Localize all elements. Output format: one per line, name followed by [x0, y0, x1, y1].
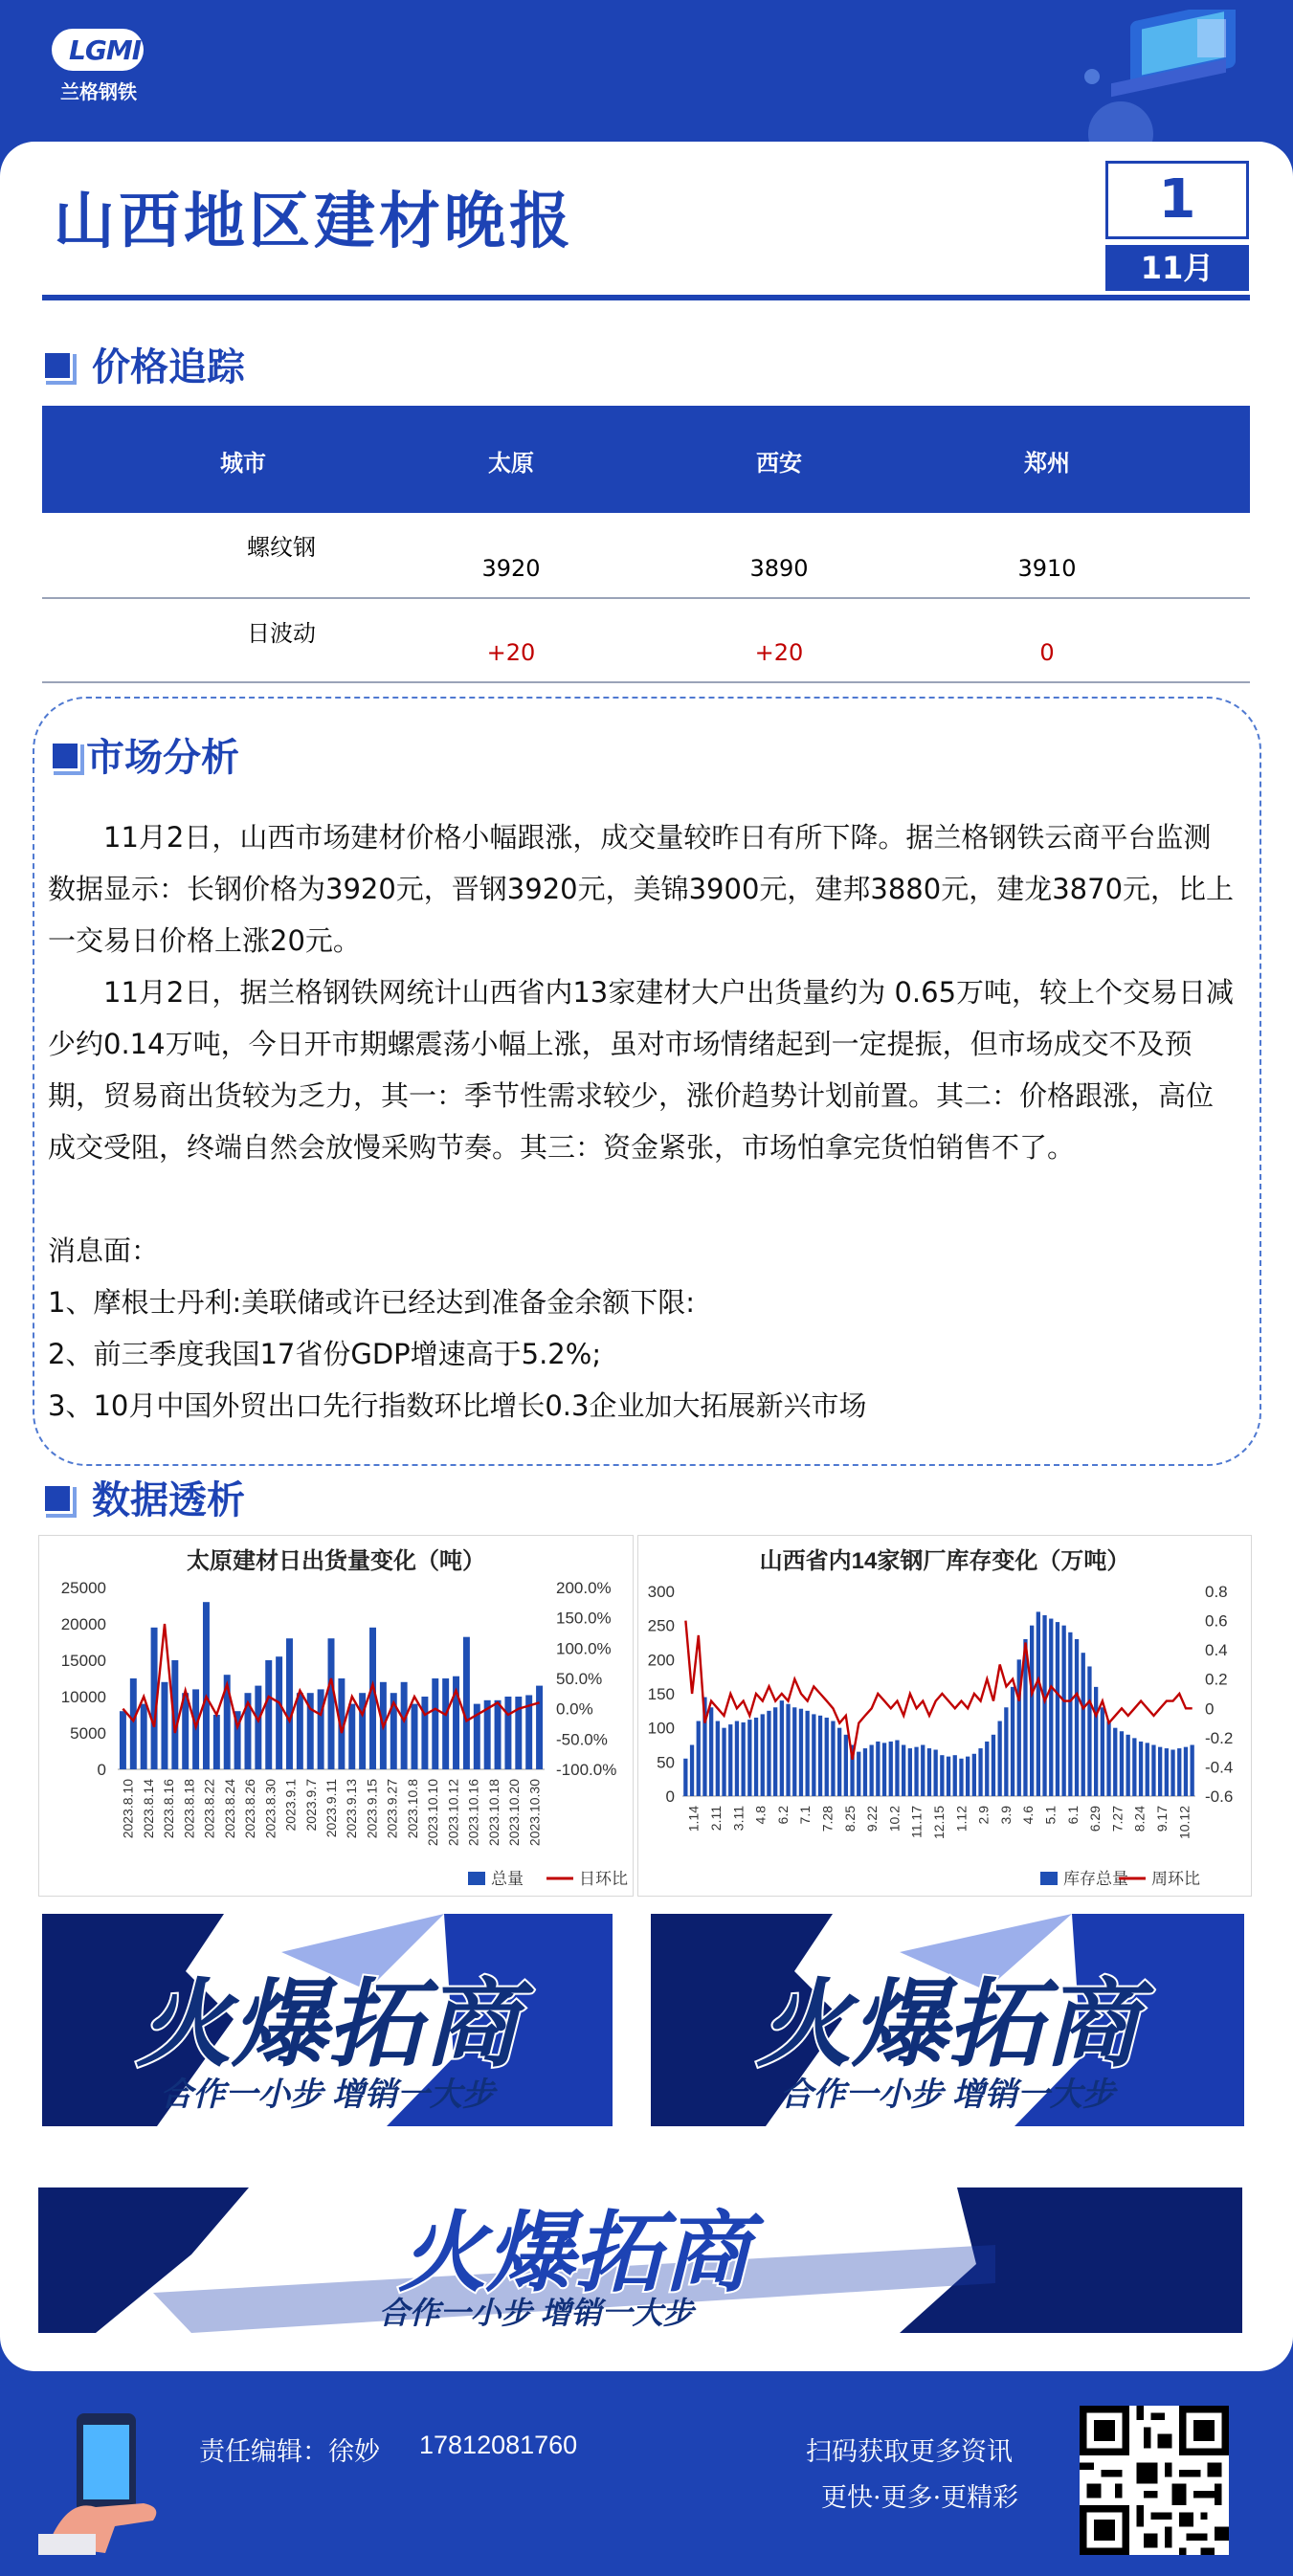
- price-xian: 3890: [749, 555, 809, 582]
- bar: [837, 1728, 841, 1796]
- bar: [825, 1718, 829, 1796]
- bar: [1094, 1687, 1098, 1796]
- y2-tick-label: 150.0%: [556, 1609, 612, 1628]
- row-label: 日波动: [247, 620, 316, 647]
- change-taiyuan: +20: [486, 639, 536, 666]
- title-divider: [42, 295, 1250, 300]
- bar: [442, 1678, 449, 1769]
- y2-tick-label: -0.6: [1205, 1788, 1234, 1806]
- bar: [889, 1742, 893, 1796]
- bar: [773, 1707, 777, 1796]
- y2-tick-label: -50.0%: [556, 1730, 608, 1749]
- banner-slogan: 合作一小步 增销一大步: [160, 2076, 495, 2113]
- x-tick-label: 6.2: [774, 1806, 791, 1825]
- bar: [328, 1638, 335, 1769]
- bar: [722, 1728, 725, 1796]
- bar: [998, 1721, 1002, 1796]
- price-taiyuan: 3920: [481, 555, 541, 582]
- bar: [940, 1755, 944, 1796]
- bar: [1126, 1735, 1130, 1796]
- x-tick-label: 2023.9.27: [384, 1779, 400, 1839]
- bar: [747, 1720, 751, 1796]
- bar: [895, 1741, 899, 1796]
- y2-tick-label: 0.4: [1205, 1641, 1228, 1660]
- bar: [1106, 1721, 1110, 1796]
- table-header-taiyuan: 太原: [488, 450, 534, 477]
- banner-art: [42, 1914, 613, 2126]
- y-tick-label: 100: [647, 1719, 675, 1738]
- y2-tick-label: 0.8: [1205, 1583, 1228, 1601]
- bar: [348, 1704, 355, 1769]
- x-tick-label: 10.2: [886, 1806, 903, 1832]
- bar: [1030, 1626, 1034, 1796]
- x-tick-label: 2023.8.22: [201, 1779, 217, 1839]
- table-row: [42, 513, 1250, 599]
- legend-label: 周环比: [1151, 1870, 1200, 1888]
- bar: [953, 1755, 957, 1796]
- bar: [1075, 1639, 1079, 1796]
- issue-month: 11月: [1105, 245, 1249, 291]
- y-tick-label: 15000: [60, 1652, 106, 1670]
- x-tick-label: 2023.8.18: [181, 1779, 197, 1839]
- bar: [421, 1697, 428, 1769]
- promo-banner-wide[interactable]: [38, 2187, 1242, 2333]
- bar: [966, 1757, 970, 1796]
- report-title: 山西地区建材晚报: [54, 186, 574, 257]
- x-tick-label: 2023.10.18: [485, 1779, 502, 1847]
- legend-label: 库存总量: [1063, 1870, 1128, 1888]
- bar: [716, 1721, 720, 1796]
- editor-label: 责任编辑：徐妙: [199, 2437, 380, 2467]
- bar: [921, 1745, 925, 1797]
- bar: [985, 1742, 989, 1796]
- x-tick-label: 2023.8.30: [262, 1779, 279, 1839]
- y-tick-label: 25000: [60, 1579, 106, 1597]
- x-tick-label: 2023.8.10: [120, 1779, 136, 1839]
- bar: [1139, 1742, 1143, 1796]
- y-tick-label: 250: [647, 1616, 675, 1635]
- bar: [908, 1748, 912, 1796]
- x-tick-label: 2023.9.11: [323, 1779, 339, 1838]
- bar: [818, 1716, 822, 1796]
- bar: [902, 1745, 905, 1797]
- bar: [1056, 1622, 1059, 1796]
- bar: [265, 1660, 272, 1769]
- banner-slogan: 合作一小步 增销一大步: [780, 2076, 1115, 2113]
- chart-1-title: 太原建材日出货量变化（吨）: [187, 1548, 485, 1574]
- price-table: [42, 406, 1250, 666]
- bar: [1184, 1747, 1188, 1796]
- x-tick-label: 1.14: [685, 1806, 702, 1832]
- bar: [1087, 1666, 1091, 1796]
- bar: [735, 1721, 739, 1796]
- price-zhengzhou: 3910: [1017, 555, 1077, 582]
- bar: [1170, 1749, 1174, 1796]
- x-tick-label: 2023.9.7: [302, 1779, 319, 1832]
- x-tick-label: 3.11: [730, 1806, 747, 1832]
- x-tick-label: 2.11: [707, 1806, 724, 1832]
- y2-tick-label: -0.2: [1205, 1728, 1234, 1747]
- x-tick-label: 3.9: [997, 1806, 1014, 1825]
- x-tick-label: 7.1: [797, 1806, 814, 1825]
- y-tick-label: 300: [647, 1583, 675, 1601]
- bar: [857, 1752, 860, 1796]
- news-heading: 消息面：: [48, 1234, 160, 1267]
- bar: [1158, 1747, 1162, 1796]
- x-tick-label: 2023.10.16: [465, 1779, 481, 1847]
- x-tick-label: 2023.9.1: [282, 1779, 299, 1832]
- x-tick-label: 8.24: [1131, 1806, 1148, 1832]
- change-xian: +20: [754, 639, 804, 666]
- bar: [463, 1637, 470, 1769]
- table-header-xian: 西安: [756, 450, 802, 477]
- bar: [792, 1707, 796, 1796]
- y2-tick-label: 0.0%: [556, 1699, 593, 1719]
- row-label: 螺纹钢: [247, 534, 316, 561]
- banner-art: [38, 2187, 1242, 2333]
- bar: [1004, 1707, 1008, 1796]
- legend-swatch-bars: [1040, 1872, 1058, 1885]
- bar: [297, 1693, 303, 1769]
- chart-1-svg: [39, 1536, 633, 1896]
- x-tick-label: 2.9: [975, 1806, 992, 1825]
- y-tick-label: 10000: [60, 1688, 106, 1706]
- banner-slogan: 合作一小步 增销一大步: [378, 2296, 694, 2330]
- legend-swatch-bars: [468, 1872, 485, 1885]
- y2-tick-label: 100.0%: [556, 1639, 612, 1658]
- phone-hand-icon: [38, 2402, 182, 2555]
- bar: [728, 1724, 732, 1796]
- bar: [1151, 1745, 1155, 1797]
- y2-tick-label: 0: [1205, 1699, 1215, 1719]
- table-header-city: 城市: [220, 450, 266, 477]
- banner-art: [651, 1914, 1244, 2126]
- bar: [286, 1638, 293, 1769]
- bar: [120, 1711, 126, 1769]
- bar: [683, 1759, 687, 1796]
- x-tick-label: 11.17: [908, 1806, 925, 1838]
- y-tick-label: 0: [97, 1761, 106, 1779]
- bar: [863, 1748, 867, 1796]
- y-tick-label: 150: [647, 1685, 675, 1703]
- y2-tick-label: 0.2: [1205, 1670, 1228, 1689]
- bar: [876, 1742, 880, 1796]
- section-square-icon: [50, 741, 80, 771]
- bar: [709, 1707, 713, 1796]
- analysis-paragraph-2: 11月2日，据兰格钢铁网统计山西省内13家建材大户出货量约为 0.65万吨，较上个交易日减少约0.14万吨，今日开市期螺震荡小幅上涨，虽对市场情绪起到一定提振，但市场成交不及预期，贸易商出货较为乏力，其一：季节性需求较少，涨价趋势计划前置。其二：价格跟涨，高位成交受阻，终端自然会放慢采购节奏。其三：资金紧张，市场怕拿完货怕销售不了。: [48, 976, 1235, 1164]
- x-tick-label: 12.15: [931, 1806, 947, 1840]
- promo-banner-left[interactable]: [42, 1914, 613, 2126]
- x-tick-label: 2023.10.10: [425, 1779, 441, 1847]
- bar: [786, 1704, 790, 1796]
- bar: [1113, 1728, 1117, 1796]
- bar: [690, 1745, 694, 1797]
- chart-2-svg: [638, 1536, 1251, 1896]
- y2-tick-label: 50.0%: [556, 1670, 603, 1688]
- section-square-icon: [42, 350, 73, 381]
- y2-tick-label: -100.0%: [556, 1761, 617, 1779]
- bar: [276, 1656, 282, 1769]
- x-tick-label: 5.1: [1042, 1806, 1059, 1825]
- analysis-paragraph-1: 11月2日，山西市场建材价格小幅跟涨，成交量较昨日有所下降。据兰格钢铁云商平台监测数据显示：长钢价格为3920元，晋钢3920元，美锦3900元，建邦3880元，建龙3870元，比上一交易日价格上涨20元。: [48, 821, 1235, 957]
- bar: [141, 1704, 147, 1769]
- bar: [255, 1686, 261, 1769]
- section-title-price: 价格追踪: [92, 345, 245, 389]
- bar: [1191, 1745, 1194, 1797]
- brand-logo: LGMI 兰格钢铁: [46, 29, 151, 105]
- scan-text: 扫码获取更多资讯: [806, 2437, 1013, 2467]
- x-tick-label: 2023.8.26: [242, 1779, 258, 1839]
- change-zhengzhou: 0: [1039, 639, 1055, 666]
- y2-tick-label: 200.0%: [556, 1579, 612, 1597]
- chart-taiyuan-shipments: [38, 1535, 634, 1897]
- section-square-icon: [42, 1483, 73, 1514]
- bar: [432, 1678, 438, 1769]
- promo-banner-right[interactable]: [651, 1914, 1244, 2126]
- y2-tick-label: -0.4: [1205, 1758, 1234, 1777]
- banner-headline: 火爆拓商: [756, 1971, 1139, 2078]
- bar: [812, 1714, 815, 1796]
- y2-tick-label: 0.6: [1205, 1611, 1228, 1631]
- x-tick-label: 2023.10.30: [526, 1779, 543, 1847]
- x-tick-label: 7.27: [1109, 1806, 1126, 1832]
- bar: [1177, 1748, 1181, 1796]
- chart-2-title: 山西省内14家钢厂库存变化（万吨）: [759, 1548, 1130, 1574]
- x-tick-label: 2023.10.20: [506, 1779, 523, 1847]
- x-tick-label: 2023.9.13: [344, 1779, 360, 1839]
- bar: [1062, 1626, 1066, 1796]
- x-tick-label: 2023.8.16: [161, 1779, 177, 1839]
- x-tick-label: 2023.8.14: [140, 1779, 156, 1839]
- bar: [959, 1759, 963, 1796]
- bar: [318, 1689, 324, 1769]
- x-tick-label: 2023.8.24: [221, 1779, 237, 1839]
- y-tick-label: 20000: [60, 1615, 106, 1633]
- bar: [161, 1682, 167, 1769]
- table-header-zhengzhou: 郑州: [1024, 450, 1070, 477]
- section-title-analysis: 市场分析: [86, 736, 239, 780]
- section-title-data: 数据透析: [92, 1478, 245, 1522]
- x-tick-label: 2023.10.8: [404, 1779, 420, 1839]
- x-tick-label: 8.25: [841, 1806, 858, 1832]
- x-tick-label: 9.22: [864, 1806, 881, 1832]
- bar: [972, 1754, 976, 1796]
- x-tick-label: 10.12: [1176, 1806, 1193, 1840]
- bar: [536, 1686, 543, 1769]
- bar: [213, 1715, 220, 1769]
- legend-label: 日环比: [579, 1870, 628, 1888]
- bar: [947, 1757, 950, 1796]
- bar: [1101, 1707, 1104, 1796]
- table-row: [42, 599, 1250, 683]
- x-tick-label: 7.28: [819, 1806, 836, 1832]
- footer-motto: 更快·更多·更精彩: [821, 2483, 1019, 2513]
- bar: [978, 1748, 982, 1796]
- bar: [130, 1678, 137, 1769]
- banner-headline: 火爆拓商: [397, 2205, 751, 2302]
- bar: [799, 1709, 803, 1796]
- bar: [806, 1711, 810, 1796]
- bar: [1120, 1731, 1124, 1796]
- news-item: 2、前三季度我国17省份GDP增速高于5.2%;: [48, 1338, 602, 1370]
- x-tick-label: 6.1: [1064, 1806, 1081, 1825]
- bar: [844, 1735, 848, 1796]
- editor-phone[interactable]: 17812081760: [419, 2431, 578, 2459]
- bar: [495, 1700, 502, 1769]
- bar: [767, 1711, 770, 1796]
- bar: [1081, 1653, 1085, 1796]
- news-item: 1、摩根士丹利:美联储或许已经达到准备金余额下限:: [48, 1286, 695, 1319]
- bar: [1042, 1615, 1046, 1796]
- news-item: 3、10月中国外贸出口先行指数环比增长0.3企业加大拓展新兴市场: [48, 1389, 867, 1422]
- x-tick-label: 4.6: [1020, 1806, 1037, 1825]
- qr-code-icon[interactable]: [1080, 2406, 1229, 2555]
- bar: [504, 1697, 511, 1769]
- bar: [1049, 1619, 1053, 1796]
- bar: [203, 1602, 210, 1769]
- bar: [780, 1700, 784, 1796]
- x-tick-label: 6.29: [1087, 1806, 1104, 1832]
- banner-headline: 火爆拓商: [136, 1971, 519, 2078]
- issue-number-box: 1: [1105, 161, 1249, 239]
- chart-steel-inventory: [637, 1535, 1252, 1897]
- y-tick-label: 200: [647, 1651, 675, 1670]
- bar: [934, 1749, 938, 1796]
- bar: [927, 1748, 931, 1796]
- y-tick-label: 0: [665, 1788, 675, 1806]
- x-tick-label: 9.17: [1154, 1806, 1170, 1832]
- table-header-row: [42, 406, 1250, 513]
- x-tick-label: 1.12: [953, 1806, 970, 1832]
- x-tick-label: 2023.9.15: [364, 1779, 380, 1839]
- bar: [761, 1714, 765, 1796]
- bar: [401, 1682, 408, 1769]
- bar: [882, 1743, 886, 1796]
- bar: [1011, 1687, 1014, 1796]
- bar: [1037, 1611, 1040, 1796]
- bar: [1132, 1738, 1136, 1796]
- y-tick-label: 5000: [70, 1724, 106, 1743]
- bar: [1165, 1748, 1169, 1796]
- bar: [831, 1721, 835, 1796]
- bar: [697, 1721, 701, 1796]
- bar: [742, 1722, 746, 1796]
- bar: [1146, 1743, 1149, 1796]
- bar: [870, 1745, 874, 1797]
- bar: [754, 1718, 758, 1796]
- bar: [412, 1704, 418, 1769]
- bar: [914, 1747, 918, 1796]
- x-tick-label: 4.8: [752, 1806, 769, 1825]
- legend-label: 总量: [491, 1870, 524, 1888]
- tech-decoration-icon: [1054, 10, 1264, 153]
- x-tick-label: 2023.10.12: [445, 1779, 461, 1847]
- bar: [1068, 1632, 1072, 1796]
- bar: [992, 1735, 995, 1796]
- y-tick-label: 50: [657, 1753, 675, 1772]
